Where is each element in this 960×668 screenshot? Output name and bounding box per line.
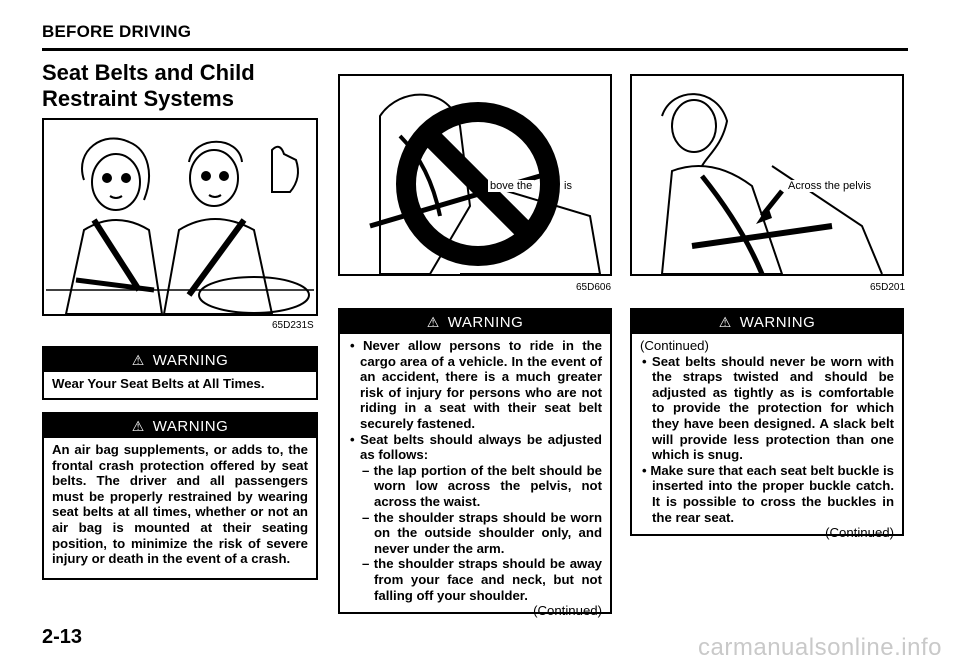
warning-heading: ⚠ WARNING xyxy=(44,348,316,372)
incorrect-label-left: bove the xyxy=(490,180,533,192)
figure-occupants xyxy=(42,118,318,316)
warning-subitem: – the shoulder straps should be away from your face and neck, but not falling off your shoulder. xyxy=(362,556,602,603)
warning-triangle-icon: ⚠ xyxy=(131,352,145,368)
header-rule xyxy=(42,48,908,51)
warning-text: Wear Your Seat Belts at All Times. xyxy=(52,376,265,391)
correct-position-label: Across the pelvis xyxy=(788,180,872,192)
warning-triangle-icon: ⚠ xyxy=(131,418,145,434)
warning-box-twisted xyxy=(630,308,904,541)
warning-triangle-icon: ⚠ xyxy=(718,314,732,330)
warning-box-cargo xyxy=(338,308,612,619)
warning-bullet: • Never allow persons to ride in the cargo area of a vehicle. In the event of an accident, there is a much greater risk of injury for persons who are not riding in a seat with their seat belt securely fastened. xyxy=(350,338,602,431)
watermark: carmanualsonline.info xyxy=(698,634,942,661)
warning-subitem: – the shoulder straps should be worn on the outside shoulder only, and never under the arm. xyxy=(362,509,602,556)
continued-note: (Continued) xyxy=(533,603,602,619)
figure-correct-code: 65D201 xyxy=(870,282,906,293)
occupants-illustration xyxy=(44,120,316,314)
warning-box-wear-belts xyxy=(42,346,318,400)
warning-heading: ⚠ WARNING xyxy=(44,414,316,438)
warning-text: An air bag supplements, or adds to, the frontal crash protection offered by seat belts. The driver and all passengers must be properly restrained by wearing seat belts at all times, whether or not an air bag is mounted at their seating position, to minimize the risk of severe injury or death in the event of a crash. xyxy=(52,442,308,567)
warning-bullet: • Seat belts should never be worn with the straps twisted and should be adjusted as tightly as is comfortable to provide the protection for which they have been designed. A slack belt will provide less protection than one which is snug. xyxy=(642,353,895,463)
figure-correct-position xyxy=(630,74,904,276)
warning-bullet: • Make sure that each seat belt buckle is inserted into the proper buckle catch. It is possible to cross the buckles in the rear seat. xyxy=(642,462,894,525)
warning-heading: ⚠ WARNING xyxy=(340,310,610,334)
figure-incorrect-code: 65D606 xyxy=(576,282,612,293)
figure-incorrect-position xyxy=(338,74,612,276)
incorrect-label-right: is xyxy=(564,180,572,192)
section-header: BEFORE DRIVING xyxy=(42,22,192,41)
page-title: Seat Belts and Child Restraint Systems xyxy=(42,60,255,111)
correct-position-illustration xyxy=(632,76,902,274)
warning-subitem: – the lap portion of the belt should be worn low across the pelvis, not across the waist. xyxy=(362,462,602,509)
continued-note: (Continued) xyxy=(640,338,709,353)
incorrect-position-illustration xyxy=(340,76,610,274)
warning-heading: ⚠ WARNING xyxy=(632,310,902,334)
page-number: 2-13 xyxy=(42,626,83,648)
warning-triangle-icon: ⚠ xyxy=(426,314,440,330)
continued-note: (Continued) xyxy=(825,525,894,541)
figure-occupants-code: 65D231S xyxy=(272,320,314,331)
warning-box-airbag xyxy=(42,412,318,580)
warning-bullet: • Seat belts should always be adjusted as follows: xyxy=(350,431,602,463)
